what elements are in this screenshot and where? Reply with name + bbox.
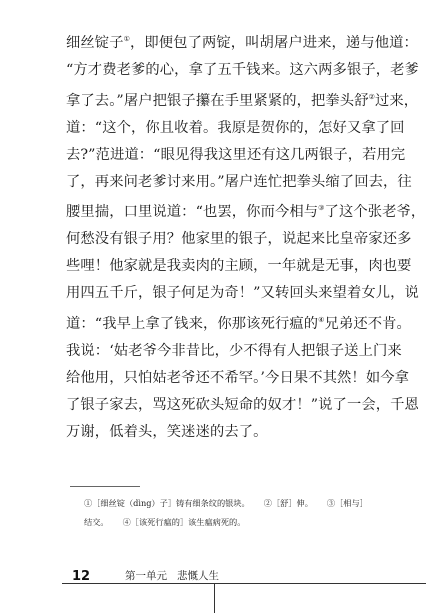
line-text: 道：“这个，你且收着。我原是贺你的，怎好又拿了回	[66, 119, 405, 136]
text-line	[66, 338, 402, 365]
line-text: 何愁没有银子用？他家里的银子，说起来比皇帝家还多	[66, 231, 412, 248]
footnote-4: ④［该死行瘟的］该生瘟病死的。	[122, 516, 246, 527]
line-text: 我说：‘姑老爷今非昔比，少不得有人把银子送上门来	[66, 342, 402, 359]
text-line	[66, 307, 411, 338]
footnote-marker[interactable]: ④	[318, 316, 325, 325]
footnote-2: ②［舒］伸。	[263, 498, 313, 508]
text-line	[66, 253, 412, 280]
line-text: ，即便包了两锭，叫胡屠户进来，递与他道：	[129, 35, 418, 51]
footnote-marker[interactable]: ①	[123, 35, 130, 43]
line-text: 给他用，只怕姑老爷还不希罕。’今日果不其然！如今拿	[66, 369, 410, 386]
footnote-divider	[70, 486, 140, 487]
text-line	[66, 365, 410, 392]
text-line	[66, 195, 426, 226]
line-text: 过来，	[374, 92, 419, 109]
unit-title: 悲慨人生	[177, 570, 219, 582]
line-text: 道：“我早上拿了钱来，你那该死行瘟的	[66, 316, 319, 333]
text-line	[66, 57, 419, 84]
footnote-marker[interactable]: ②	[368, 92, 375, 101]
line-text: 用四五千斤，银子何足为奇！”又转回头来望着女儿，说	[66, 285, 419, 302]
unit-label: 第一单元	[125, 570, 167, 582]
footnote-marker[interactable]: ③	[318, 204, 325, 213]
footnote-line	[84, 494, 404, 513]
line-text: 了，再来问老爹讨来用。”屠户连忙把拳头缩了回去，往	[66, 173, 412, 190]
text-line	[66, 84, 419, 115]
line-text: 兄弟还不肯。	[324, 316, 411, 333]
footnote-3-start: ③［相与］	[326, 498, 368, 508]
text-line	[66, 26, 418, 57]
footer-divider	[62, 583, 426, 584]
line-text: 去?”范进道：“眼见得我这里还有这几两银子，若用完	[66, 146, 406, 163]
text-line	[66, 169, 412, 196]
line-text: 细丝锭子	[66, 35, 124, 51]
line-text: 了银子家去，骂这死砍头短命的奴才！”说了一会，千恩	[66, 396, 419, 413]
page-number: 12	[72, 569, 91, 584]
footnotes	[84, 494, 404, 531]
line-text: 些哩！他家就是我卖肉的主顾，一年就是无事，肉也要	[66, 258, 412, 275]
text-line	[66, 115, 405, 142]
body-text	[66, 26, 426, 446]
text-line	[66, 419, 397, 446]
text-line	[66, 142, 406, 169]
footnote-1: ①［细丝锭（dìng）子］铸有细条纹的银块。	[84, 498, 250, 508]
line-text: “方才费老爹的心，拿了五千钱来。这六两多银子，老爹	[66, 61, 419, 78]
line-text: 腰里揣，口里说道：“也罢，你而今相与	[66, 204, 319, 221]
text-line	[66, 392, 419, 419]
line-text: 万谢，低着头，笑迷迷的去了。	[66, 423, 268, 440]
running-footer	[125, 568, 219, 583]
line-text: 拿了去。”屠户把银子攥在手里紧紧的，把拳头舒	[66, 92, 369, 109]
text-line	[66, 280, 419, 307]
footnote-line	[84, 513, 404, 532]
text-line	[66, 226, 412, 253]
line-text: 了这个张老爷，	[324, 204, 426, 221]
footnote-3-end: 结交。	[84, 516, 109, 527]
footer-tick	[214, 583, 215, 613]
